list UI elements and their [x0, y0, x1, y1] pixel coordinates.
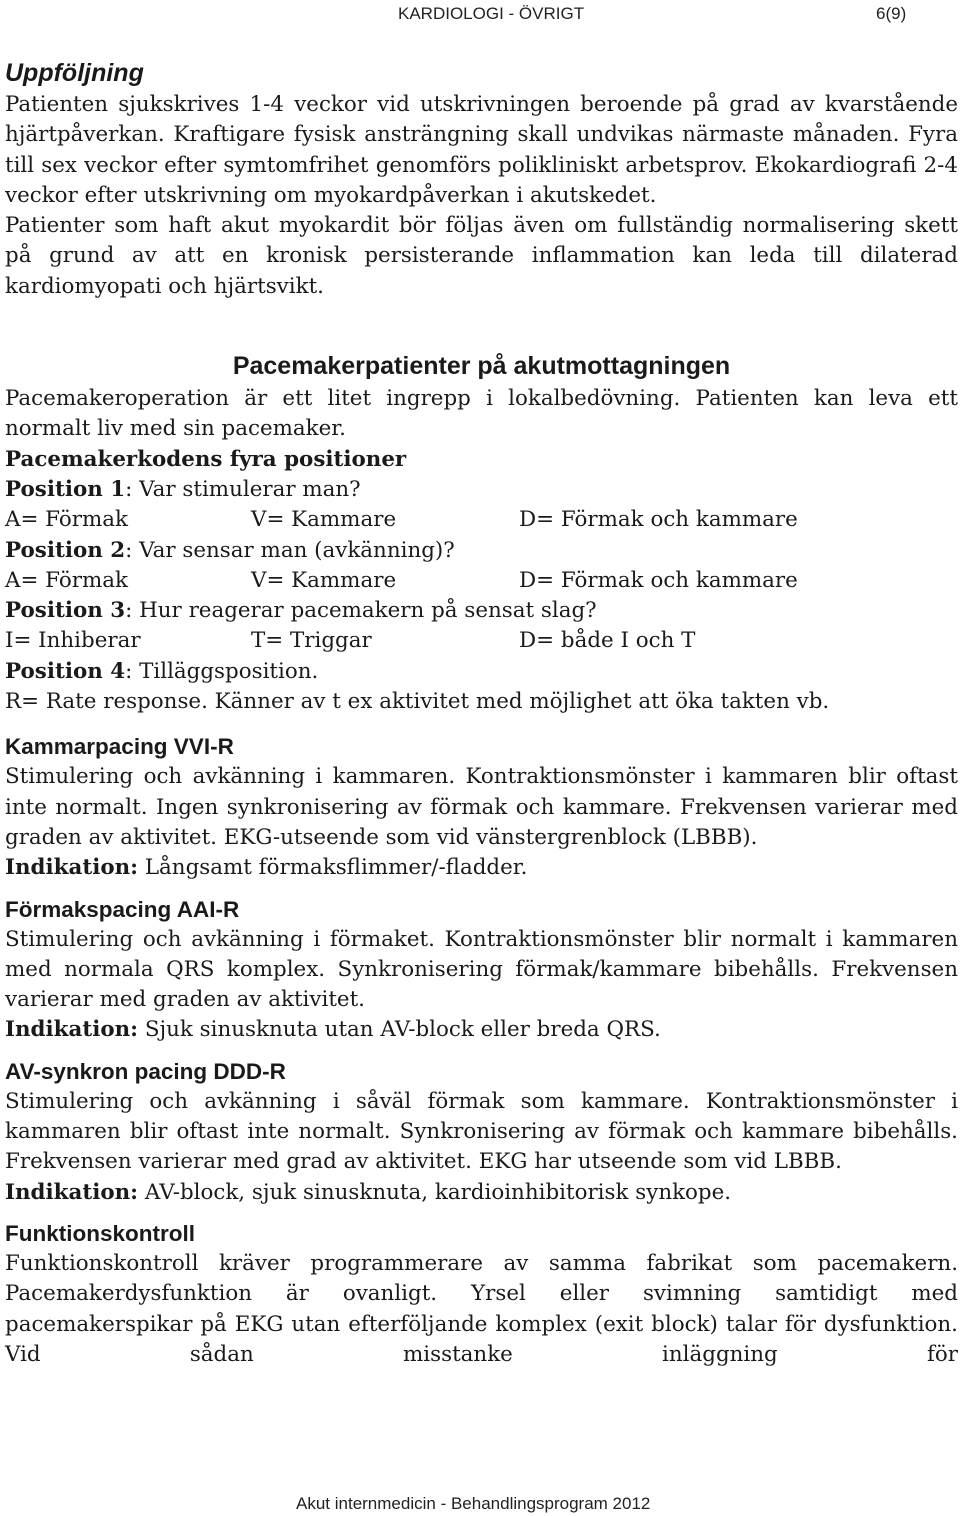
position-3-options [5, 626, 958, 656]
position-1 [5, 475, 958, 505]
funktion-text: Funktionskontroll kräver programmerare av samma fabrikat som pacemakern. Pacemakerdysfunktion är ovanligt. Yrsel eller svimning samtidigt med pacemakerspikar på EKG utan efterföljande komplex (exit block) talar för dysfunktion. Vid sådan misstanke inläggning för [5, 1250, 958, 1367]
position-2-text: : Var sensar man (avkänning)? [125, 537, 455, 563]
indication-label: Indikation: [5, 855, 139, 881]
position-1-options [5, 505, 958, 535]
position-3 [5, 596, 958, 626]
uppfoljning-paragraph-1: Patienten sjukskrives 1-4 veckor vid utskrivningen beroende på grad av kvarstående hjärtpåverkan. Kraftigare fysisk ansträngning skall undvikas närmaste månaden. Fyra till sex veckor efter symtomfrihet genomförs polikliniskt arbetsprov. Ekokardiografi 2-4 veckor efter utskrivning om myokardpåverkan i akutskedet. [5, 92, 958, 208]
position-3-label: Position 3 [5, 598, 126, 624]
position-1-text: : Var stimulerar man? [125, 476, 361, 502]
option: A= Förmak [5, 507, 128, 533]
option: I= Inhiberar [5, 628, 141, 654]
position-3-text: : Hur reagerar pacemakern på sensat slag? [125, 598, 597, 624]
document-body [5, 56, 958, 1370]
position-1-label: Position 1 [5, 476, 126, 502]
pacemaker-intro: Pacemakeroperation är ett litet ingrepp i lokalbedövning. Patienten kan leva ett normalt liv med sin pacemaker. [5, 386, 958, 442]
indication-text: Långsamt förmaksflimmer/-fladder. [138, 855, 528, 881]
indication-label: Indikation: [5, 1017, 139, 1043]
indication-text: AV-block, sjuk sinusknuta, kardioinhibitorisk synkope. [138, 1179, 732, 1205]
position-4-note: R= Rate response. Känner av t ex aktivitet med möjlighet att öka takten vb. [5, 689, 830, 715]
position-4-text: : Tilläggsposition. [125, 658, 319, 684]
aai-text: Stimulering och avkänning i förmaket. Kontraktionsmönster blir normalt i kammaren med normala QRS komplex. Synkronisering förmak/kammare bibehålls. Frekvensen varierar med graden av aktivitet. [5, 926, 958, 1013]
header-title: KARDIOLOGI - ÖVRIGT [398, 4, 585, 23]
ddd-indication [5, 1178, 958, 1208]
aai-heading: Förmakspacing AAI-R [5, 896, 240, 922]
uppfoljning-heading: Uppföljning [5, 59, 144, 87]
vvi-indication [5, 853, 958, 883]
funktion-heading: Funktionskontroll [5, 1220, 195, 1246]
option: V= Kammare [251, 567, 397, 593]
footer: Akut internmedicin - Behandlingsprogram 2012 [296, 1494, 651, 1513]
ddd-text: Stimulering och avkänning i såväl förmak som kammare. Kontraktionsmönster i kammaren blir oftast inte normalt. Synkronisering av förmak och kammare bibehålls. Frekvensen varierar med grad av aktivitet. EKG har utseende som vid LBBB. [5, 1088, 958, 1175]
option: A= Förmak [5, 567, 128, 593]
vvi-text: Stimulering och avkänning i kammaren. Kontraktionsmönster i kammaren blir oftast inte normalt. Ingen synkronisering av förmak och kammare. Frekvensen varierar med graden av aktivitet. EKG-utseende som vid vänstergrenblock (LBBB). [5, 764, 958, 850]
uppfoljning-paragraph-2: Patienter som haft akut myokardit bör följas även om fullständig normalisering skett på grund av att en kronisk persisterande inflammation kan leda till dilaterad kardiomyopati och hjärtsvikt. [5, 213, 958, 299]
position-2-options [5, 566, 958, 596]
position-4 [5, 657, 958, 687]
position-4-label: Position 4 [5, 658, 126, 684]
page-number: 6(9) [876, 4, 907, 23]
option: T= Triggar [251, 628, 372, 654]
ddd-heading: AV-synkron pacing DDD-R [5, 1058, 286, 1084]
pacemaker-heading: Pacemakerpatienter på akutmottagningen [232, 352, 731, 381]
indication-text: Sjuk sinusknuta utan AV-block eller breda QRS. [138, 1017, 661, 1043]
option: V= Kammare [251, 507, 397, 533]
option: D= Förmak och kammare [519, 507, 798, 533]
option: D= både I och T [519, 628, 696, 654]
option: D= Förmak och kammare [519, 567, 798, 593]
aai-indication [5, 1015, 958, 1045]
indication-label: Indikation: [5, 1179, 139, 1205]
position-2-label: Position 2 [5, 537, 126, 563]
pacemaker-codes-heading: Pacemakerkodens fyra positioner [5, 446, 407, 472]
position-2 [5, 536, 958, 566]
vvi-heading: Kammarpacing VVI-R [5, 734, 234, 760]
